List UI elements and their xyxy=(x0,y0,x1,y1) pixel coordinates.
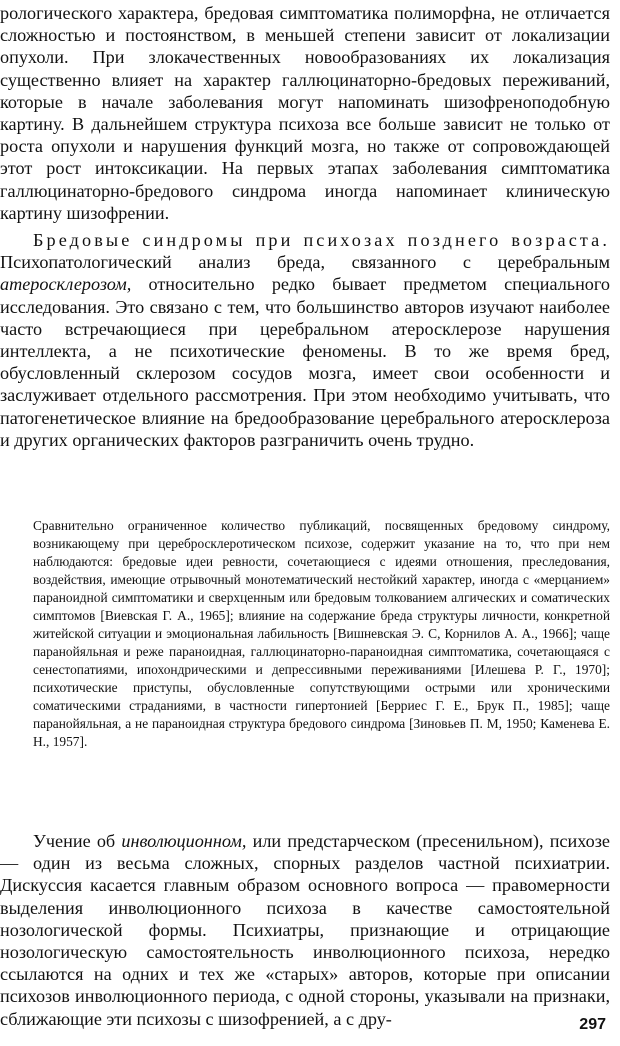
small-print-text: Сравнительно ограниченное количество публикаций, посвященных бредовому синдрому, возникающему при церебросклеротическом психозе, содержит указание на то, что при нем наблюдаются: бредовые идеи ревности, сочетающиеся с идеями отношения, преследования, воздействия, имеющие отрывочный монотематический нестойкий характер, иногда с «мерцанием» параноидной симптоматики и сверхценным или бредовым толкованием алгических и соматических симптомов [Виевская Г. А., 1965]; влияние на содержание бреда структуры личности, конкретной житейской ситуации и эмоциональная лабильность [Вишневская Э. С, Корнилов А. А., 1966]; чаще паранойяльная и реже параноидная, галлюцинаторно-параноидная симптоматика, сочетающаяся с сенестопатиями, ипохондрическими и депрессивными переживаниями [Илешева Р. Г., 1970]; психотические приступы, обусловленные сопутствующими острыми или хроническими соматическими страданиями, в частности гипертонией [Берриес Г. Е., Брук П., 1985]; чаще паранойяльная, а не параноидная структура бредового синдрома [Зиновьев П. М, 1950; Каменева Е. Н., 1957]. xyxy=(33,518,610,749)
paragraph-tumor-psychosis xyxy=(0,2,610,224)
page-number: 297 xyxy=(579,1016,606,1033)
small-print-literature-review xyxy=(33,517,610,751)
paragraph-text xyxy=(0,229,610,451)
italic-term: инволюционном, xyxy=(121,831,247,851)
text-run: Психопатологический анализ бреда, связанного с церебральным xyxy=(0,252,610,273)
paragraph-late-age-delusions xyxy=(0,229,610,451)
paragraph-involutional-psychosis xyxy=(0,830,610,1030)
text-run: или предстарческом (пресенильном), психозе — один из весьма сложных, спорных разделов частной психиатрии. Дискуссия касается главным образом основного вопроса — правомерности выделения инволюционного психоза в качестве самостоятельной нозологической формы. Психиатры, признающие и отрицающие нозологическую самостоятельность инволюционного психоза, нередко ссылаются на одних и тех же «старых» авторов, которые при описании психозов инволюционного периода, с одной стороны, указывали на признаки, сближающие эти психозы с шизофренией, а с дру- xyxy=(0,831,610,1029)
paragraph-text: рологического характера, бредовая симптоматика полиморфна, не отличается сложностью и постоянством, в меньшей степени зависит от локализации опухоли. При злокачественных новообразованиях их локализация существенно влияет на характер галлюцинаторно-бредовых переживаний, которые в начале заболевания могут напоминать шизофреноподобную картину. В дальнейшем структура психоза все больше зависит не только от роста опухоли и нарушения функций мозга, но также от сопровождающей этот рост интоксикации. На первых этапах заболевания симптоматика галлюцинаторно-бредового синдрома иногда напоминает клиническую картину шизофрении. xyxy=(0,3,610,223)
text-run: относительно редко бывает предметом специального исследования. Это связано с тем, что большинство авторов изучают наиболее часто встречающиеся при церебральном атеросклерозе нарушения интеллекта, а не психотические феномены. В то же время бред, обусловленный склерозом сосудов мозга, имеет свои особенности и заслуживает отдельного рассмотрения. При этом необходимо учитывать, что патогенетическое влияние на бредообразование церебрального атеросклероза и других органических факторов разграничить очень трудно. xyxy=(0,274,610,450)
italic-term: атеросклерозом, xyxy=(0,274,132,295)
paragraph-text xyxy=(0,830,610,1030)
text-run: Учение об xyxy=(33,831,122,851)
section-heading: Бредовые синдромы при психозах позднего возраста. xyxy=(33,230,610,250)
